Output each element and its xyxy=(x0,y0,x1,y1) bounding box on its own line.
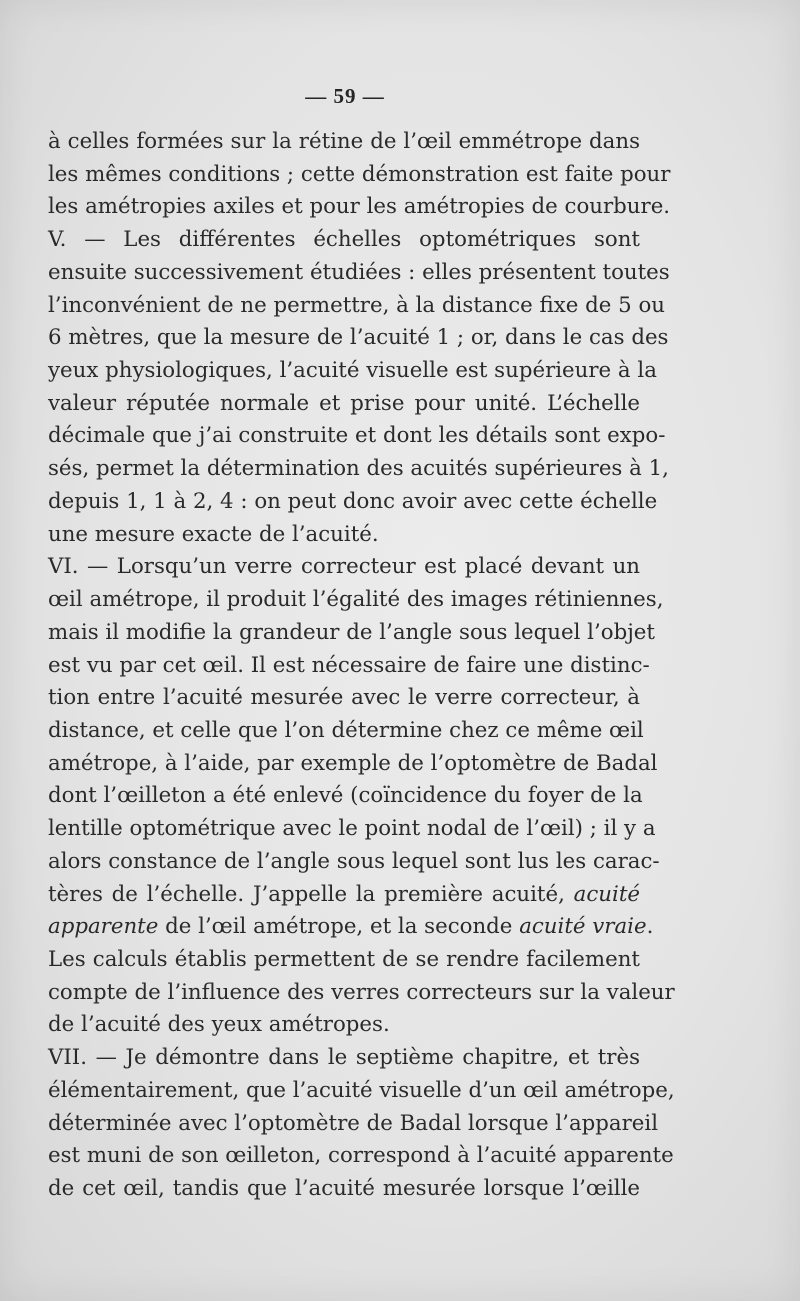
text-segment: distance, et celle que l’on détermine chez ce même œil xyxy=(48,717,644,743)
text-segment: . xyxy=(646,914,654,940)
text-segment: compte de l’influence des verres correcteurs sur la valeur xyxy=(48,979,675,1005)
text-line xyxy=(48,1108,659,1141)
text-segment: depuis 1, 1 à 2, 4 : on peut donc avoir avec cette échelle xyxy=(48,488,658,514)
text-line xyxy=(48,977,675,1010)
text-line xyxy=(48,420,666,453)
text-line xyxy=(48,1042,640,1075)
text-segment: yeux physiologiques, l’acuité visuelle est supérieure à la xyxy=(48,358,657,384)
page-number: — 59 — xyxy=(305,84,385,108)
text-line xyxy=(48,911,654,944)
text-segment: tères de l’échelle. J’appelle la première acuité, xyxy=(48,881,574,907)
text-segment: lentille optométrique avec le point nodal de l’œil) ; il y a xyxy=(48,816,656,842)
text-segment: VI. — Lorsqu’un verre correcteur est placé devant un xyxy=(48,554,640,580)
text-segment: décimale que j’ai construite et dont les détails sont expo- xyxy=(48,423,666,449)
text-line xyxy=(48,617,655,650)
text-line xyxy=(48,224,640,257)
text-line xyxy=(48,584,664,617)
text-segment: œil amétrope, il produit l’égalité des images rétiniennes, xyxy=(48,587,664,613)
text-line xyxy=(48,126,640,159)
text-segment: de l’œil amétrope, et la seconde xyxy=(158,914,520,940)
text-line xyxy=(48,1140,674,1173)
text-segment: élémentairement, que l’acuité visuelle d’un œil amétrope, xyxy=(48,1077,675,1103)
text-line xyxy=(48,322,669,355)
text-segment: V. — Les différentes échelles optométriques sont xyxy=(48,227,640,253)
text-line xyxy=(48,388,640,421)
text-segment: une mesure exacte de l’acuité. xyxy=(48,521,379,547)
text-line xyxy=(48,355,657,388)
text-line xyxy=(48,879,640,912)
text-line xyxy=(48,257,670,290)
italic-text: acuité xyxy=(573,881,640,907)
text-line xyxy=(48,453,669,486)
text-segment: ensuite successivement étudiées : elles présentent toutes xyxy=(48,259,670,285)
text-segment: mais il modifie la grandeur de l’angle sous lequel l’objet xyxy=(48,619,655,645)
text-segment: de cet œil, tandis que l’acuité mesurée lorsque l’œille xyxy=(48,1176,640,1201)
italic-text: apparente xyxy=(48,914,159,940)
text-line xyxy=(48,846,660,879)
body-text xyxy=(48,126,675,1206)
text-line xyxy=(48,748,658,781)
text-segment: les mêmes conditions ; cette démonstration est faite pour xyxy=(48,161,671,187)
text-line xyxy=(48,191,671,224)
text-segment: tion entre l’acuité mesurée avec le verre correcteur, à xyxy=(48,685,640,711)
text-line xyxy=(48,944,640,977)
text-line xyxy=(48,1173,640,1206)
text-segment: sés, permet la détermination des acuités supérieures à 1, xyxy=(48,456,669,482)
text-line xyxy=(48,486,658,519)
text-line xyxy=(48,519,640,552)
text-line xyxy=(48,780,643,813)
text-segment: est muni de son œilleton, correspond à l’acuité apparente xyxy=(48,1143,674,1169)
text-segment: Les calculs établis permettent de se rendre facilement xyxy=(48,946,640,972)
text-segment: 6 mètres, que la mesure de l’acuité 1 ; or, dans le cas des xyxy=(48,325,669,351)
text-line xyxy=(48,650,650,683)
text-segment: amétrope, à l’aide, par exemple de l’optomètre de Badal xyxy=(48,750,658,776)
text-line xyxy=(48,159,671,192)
text-segment: à celles formées sur la rétine de l’œil emmétrope dans xyxy=(48,129,640,154)
text-segment: déterminée avec l’optomètre de Badal lorsque l’appareil xyxy=(48,1110,659,1136)
text-line xyxy=(48,1075,675,1108)
text-segment: VII. — Je démontre dans le septième chapitre, et très xyxy=(48,1045,640,1071)
text-line xyxy=(48,551,640,584)
text-segment: de l’acuité des yeux amétropes. xyxy=(48,1012,390,1038)
text-segment: est vu par cet œil. Il est nécessaire de faire une distinc- xyxy=(48,652,650,678)
text-line xyxy=(48,715,644,748)
text-segment: dont l’œilleton a été enlevé (coïncidence du foyer de la xyxy=(48,783,643,809)
text-segment: alors constance de l’angle sous lequel sont lus les carac- xyxy=(48,848,660,874)
text-line xyxy=(48,682,640,715)
text-segment: l’inconvénient de ne permettre, à la distance fixe de 5 ou xyxy=(48,292,665,318)
text-segment: les amétropies axiles et pour les amétropies de courbure. xyxy=(48,194,671,220)
text-line xyxy=(48,813,656,846)
text-segment: valeur réputée normale et prise pour unité. L’échelle xyxy=(48,390,640,416)
text-line xyxy=(48,290,665,323)
italic-text: acuité vraie xyxy=(519,914,647,940)
text-line xyxy=(48,1009,640,1042)
